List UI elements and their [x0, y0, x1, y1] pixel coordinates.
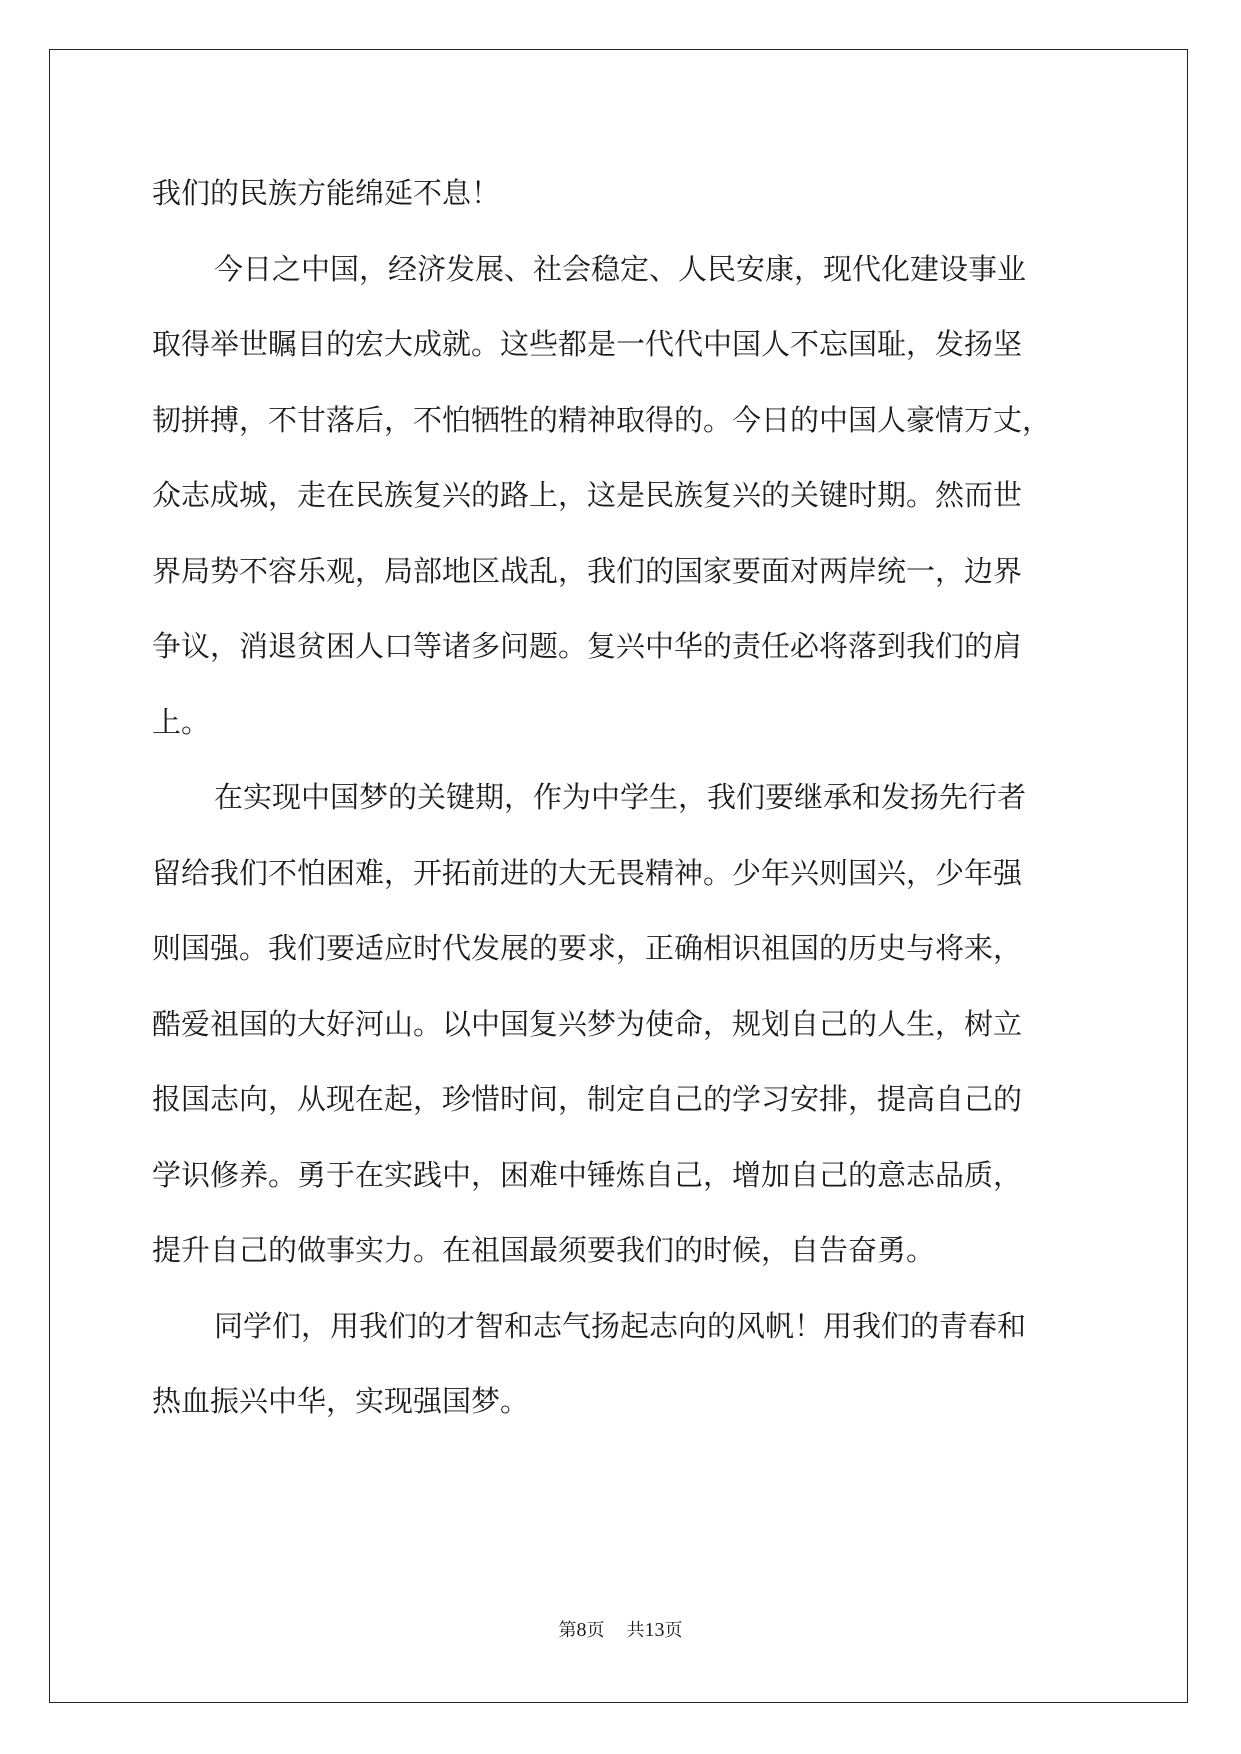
- text-line: 韧拼搏，不甘落后，不怕牺牲的精神取得的。今日的中国人豪情万丈，: [152, 402, 1052, 437]
- text-line: 报国志向，从现在起，珍惜时间，制定自己的学习安排，提高自己的: [152, 1082, 1023, 1116]
- text-line: 酷爱祖国的大好河山。以中国复兴梦为使命，规划自己的人生，树立: [152, 1006, 1023, 1041]
- text-line: 取得举世瞩目的宏大成就。这些都是一代代中国人不忘国耻，发扬坚: [152, 327, 1023, 361]
- text-line: 同学们，用我们的才智和志气扬起志向的风帆！用我们的青春和: [214, 1308, 1027, 1343]
- text-line: 热血振兴中华，实现强国梦。: [152, 1384, 530, 1418]
- page-prefix: 第: [558, 1620, 577, 1641]
- text-line: 界局势不容乐观，局部地区战乱，我们的国家要面对两岸统一，边界: [152, 553, 1023, 588]
- text-line: 争议，消退贫困人口等诸多问题。复兴中华的责任必将落到我们的肩: [152, 629, 1023, 663]
- text-line: 留给我们不怕困难，开拓前进的大无畏精神。少年兴则国兴，少年强: [152, 855, 1023, 890]
- text-line: 上。: [152, 704, 211, 739]
- text-line: 我们的民族方能绵延不息！: [152, 176, 501, 210]
- document-body: [152, 156, 1092, 1440]
- text-line: 今日之中国，经济发展、社会稳定、人民安康，现代化建设事业: [214, 251, 1027, 286]
- total-prefix: 共: [626, 1620, 645, 1641]
- page-footer: [0, 1618, 1241, 1643]
- total-pages: 13: [644, 1619, 665, 1641]
- page-suffix: 页: [586, 1620, 605, 1641]
- text-line: 学识修养。勇于在实践中，困难中锤炼自己，增加自己的意志品质，: [152, 1157, 1023, 1192]
- total-suffix: 页: [664, 1620, 683, 1641]
- page-number: 8: [576, 1619, 587, 1641]
- text-line: 众志成城，走在民族复兴的路上，这是民族复兴的关键时期。然而世: [152, 478, 1023, 512]
- text-line: 在实现中国梦的关键期，作为中学生，我们要继承和发扬先行者: [214, 780, 1027, 814]
- text-line: 提升自己的做事实力。在祖国最须要我们的时候，自告奋勇。: [152, 1233, 936, 1267]
- text-line: 则国强。我们要适应时代发展的要求，正确相识祖国的历史与将来，: [152, 931, 1023, 965]
